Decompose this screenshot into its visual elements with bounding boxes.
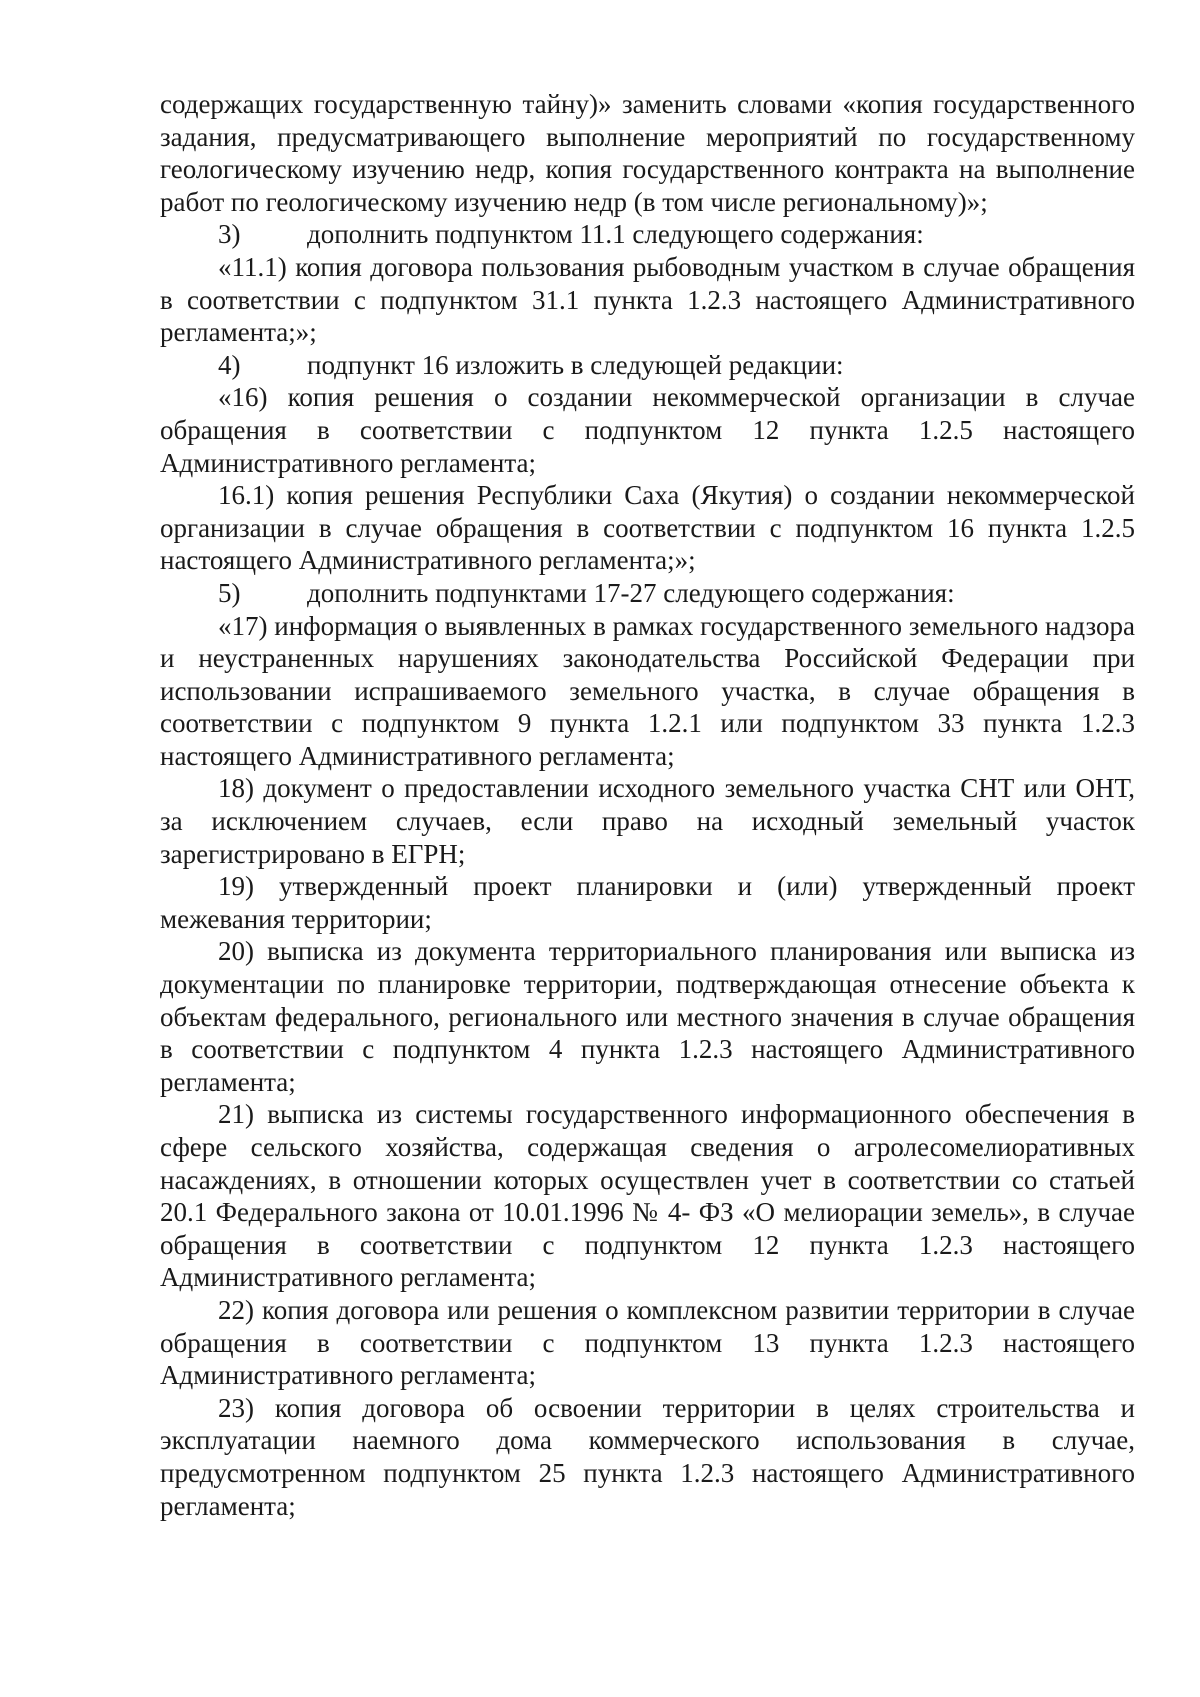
paragraph-continuation: содержащих государственную тайну)» заменить словами «копия государственного задания, предусматривающего выполнение мероприятий по государственному геологическому изучению недр, копия государственного контракта на выполнение работ по геологическому изучению недр (в том числе региональному)»; [160,89,1135,217]
paragraph-subitem-20: 20) выписка из документа территориального планирования или выписка из документации по планировке территории, подтверждающая отнесение объекта к объектам федерального, регионального или местного значения в случае обращения в соответствии с подпунктом 4 пункта 1.2.3 настоящего Административного регламента; [160,936,1135,1097]
list-item-number: 5) [218,577,241,608]
list-item-text: дополнить подпунктом 11.1 следующего содержания: [307,219,924,250]
paragraph-subitem-22: 22) копия договора или решения о комплексном развитии территории в случае обращения в соответствии с подпунктом 13 пункта 1.2.3 настоящего Административного регламента; [160,1294,1135,1391]
paragraph-subitem-21: 21) выписка из системы государственного информационного обеспечения в сфере сельского хозяйства, содержащая сведения о агролесомелиоративных насаждениях, в отношении которых осуществлен учет в соответствии со статьей 20.1 Федерального закона от 10.01.1996 № 4- ФЗ «О мелиорации земель», в случае обращения в соответствии с подпунктом 12 пункта 1.2.3 настоящего Административного регламента; [160,1099,1135,1293]
paragraph-subitem-23: 23) копия договора об освоении территории в целях строительства и эксплуатации наемного дома коммерческого использования в случае, предусмотренном подпунктом 25 пункта 1.2.3 настоящего Административного регламента; [160,1392,1135,1521]
list-item-4 [160,349,1135,382]
list-item-text: дополнить подпунктами 17-27 следующего содержания: [307,577,955,608]
paragraph-subitem-18: 18) документ о предоставлении исходного земельного участка СНТ или ОНТ, за исключением случаев, если право на исходный земельный участок зарегистрировано в ЕГРН; [160,773,1135,869]
paragraph-subitem-17: «17) информация о выявленных в рамках государственного земельного надзора и неустраненных нарушениях законодательства Российской Федерации при использовании испрашиваемого земельного участка, в случае обращения в соответствии с подпунктом 9 пункта 1.2.1 или подпунктом 33 пункта 1.2.3 настоящего Административного регламента; [160,610,1135,771]
list-item-number: 4) [218,349,241,380]
paragraph-subitem-16-1: 16.1) копия решения Республики Саха (Якутия) о создании некоммерческой организации в случае обращения в соответствии с подпунктом 16 пункта 1.2.5 настоящего Административного регламента;»; [160,480,1135,576]
paragraph-subitem-16: «16) копия решения о создании некоммерческой организации в случае обращения в соответствии с подпунктом 12 пункта 1.2.5 настоящего Административного регламента; [160,382,1135,478]
paragraph-subitem-19: 19) утвержденный проект планировки и (или) утвержденный проект межевания территории; [160,871,1135,934]
list-item-text: подпункт 16 изложить в следующей редакции: [307,349,844,380]
list-item-3 [160,218,1135,251]
document-page [160,88,1135,1522]
list-item-number: 3) [218,219,241,250]
list-item-5 [160,577,1135,610]
paragraph-subitem-11-1: «11.1) копия договора пользования рыбоводным участком в случае обращения в соответствии с подпунктом 31.1 пункта 1.2.3 настоящего Административного регламента;»; [160,251,1135,348]
